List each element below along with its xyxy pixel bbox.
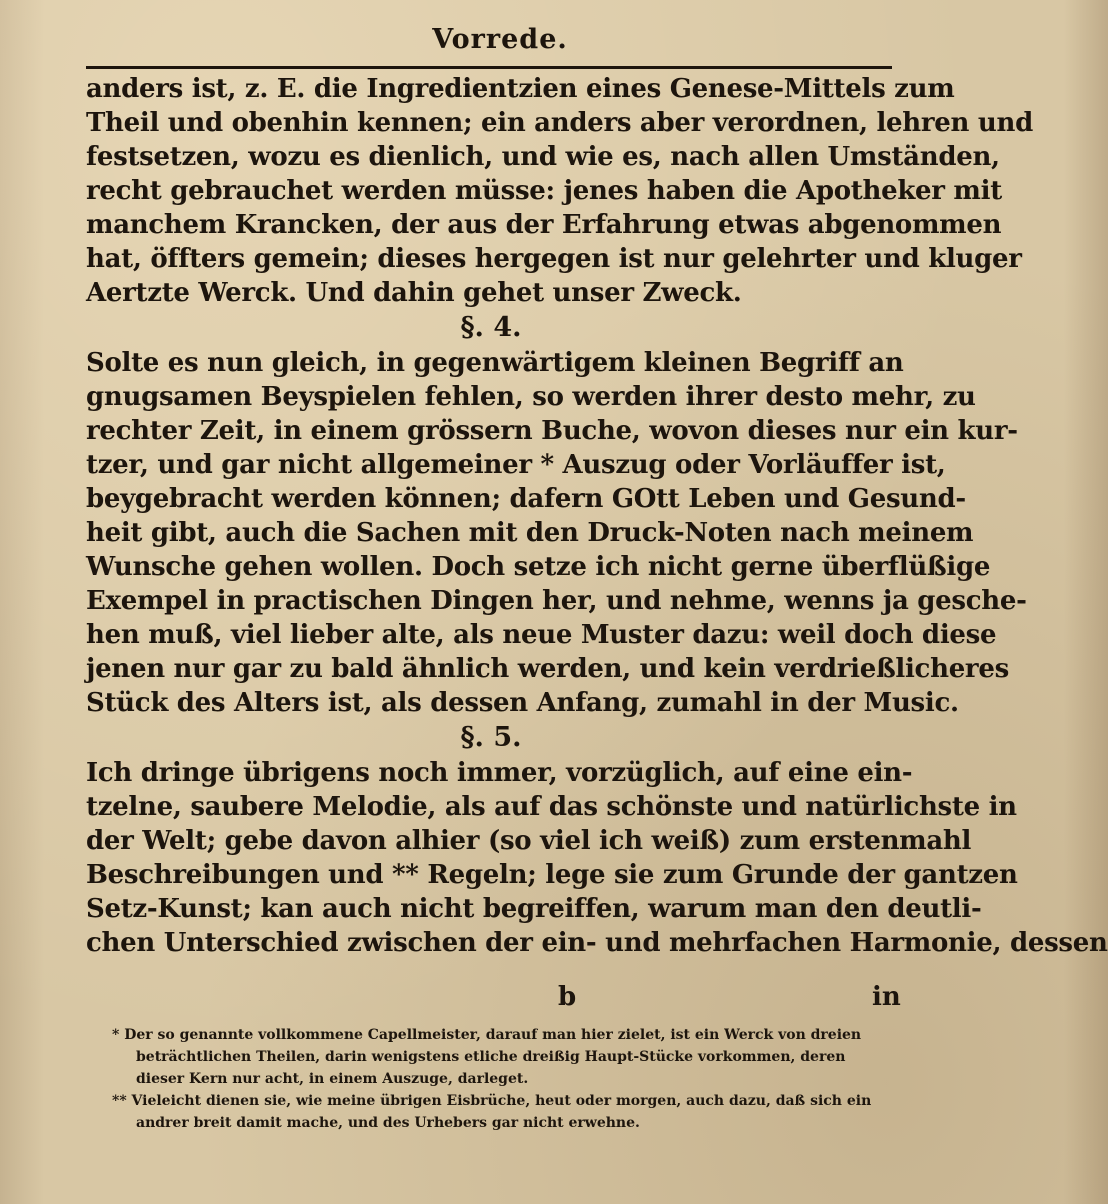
footnote-line: andrer breit damit mache, und des Urhebers gar nicht erwehne. [136,1115,640,1131]
footnote-line: ** Vieleicht dienen sie, wie meine übrigen Eisbrüche, heut oder morgen, auch dazu, daß sich ein [112,1093,872,1109]
catchword: in [872,982,901,1012]
text-line: tzer, und gar nicht allgemeiner * Auszug oder Vorläuffer ist, [86,450,946,480]
text-line: Wunsche gehen wollen. Doch setze ich nicht gerne überflüßige [86,552,991,582]
text-line: Setz-Kunst; kan auch nicht begreiffen, warum man den deutli- [86,894,982,924]
section-heading-4: §. 4. [460,312,522,343]
text-line: beygebracht werden können; dafern GOtt Leben und Gesund- [86,484,966,514]
text-line: Exempel in practischen Dingen her, und nehme, wenns ja gesche- [86,586,1027,616]
text-line: tzelne, saubere Melodie, als auf das schönste und natürlichste in [86,792,1017,822]
text-line: Stück des Alters ist, als dessen Anfang, zumahl in der Music. [86,688,959,718]
text-line: Aertzte Werck. Und dahin gehet unser Zweck. [86,278,742,308]
paragraph-5 [86,756,1108,960]
text-line: Ich dringe übrigens noch immer, vorzüglich, auf eine ein- [86,758,913,788]
text-line: hen muß, viel lieber alte, als neue Muster dazu: weil doch diese [86,620,997,650]
text-line: gnugsamen Beyspielen fehlen, so werden ihrer desto mehr, zu [86,382,976,412]
footnote-line: * Der so genannte vollkommene Capellmeister, darauf man hier zielet, ist ein Werck von dreien [112,1027,862,1043]
footnote-line: beträchtlichen Theilen, darin wenigstens etliche dreißig Haupt-Stücke vorkommen, deren [136,1049,846,1065]
signature-mark: b [558,982,577,1012]
text-line: festsetzen, wozu es dienlich, und wie es, nach allen Umständen, [86,142,1000,172]
text-line: hat, öffters gemein; dieses hergegen ist nur gelehrter und kluger [86,244,1022,274]
section-heading-5: §. 5. [460,722,522,753]
header-rule [86,66,892,69]
text-line: heit gibt, auch die Sachen mit den Druck-Noten nach meinem [86,518,974,548]
text-line: jenen nur gar zu bald ähnlich werden, und kein verdrießlicheres [86,654,1009,684]
text-line: chen Unterschied zwischen der ein- und mehrfachen Harmonie, dessen [86,928,1108,958]
footnotes [112,1024,904,1134]
text-line: der Welt; gebe davon alhier (so viel ich weiß) zum erstenmahl [86,826,972,856]
text-line: Beschreibungen und ** Regeln; lege sie zum Grunde der gantzen [86,860,1018,890]
text-line: manchem Krancken, der aus der Erfahrung etwas abgenommen [86,210,1002,240]
paragraph-4 [86,346,1027,720]
paragraph-3 [86,72,1033,310]
text-line: anders ist, z. E. die Ingredientzien eines Genese-Mittels zum [86,74,955,104]
text-line: Solte es nun gleich, in gegenwärtigem kleinen Begriff an [86,348,904,378]
footnote-line: dieser Kern nur acht, in einem Auszuge, darleget. [136,1071,529,1087]
text-line: Theil und obenhin kennen; ein anders aber verordnen, lehren und [86,108,1033,138]
text-line: recht gebrauchet werden müsse: jenes haben die Apotheker mit [86,176,1002,206]
page-header-title: Vorrede. [432,24,568,55]
main-text [86,72,1108,960]
text-line: rechter Zeit, in einem grössern Buche, wovon dieses nur ein kur- [86,416,1018,446]
